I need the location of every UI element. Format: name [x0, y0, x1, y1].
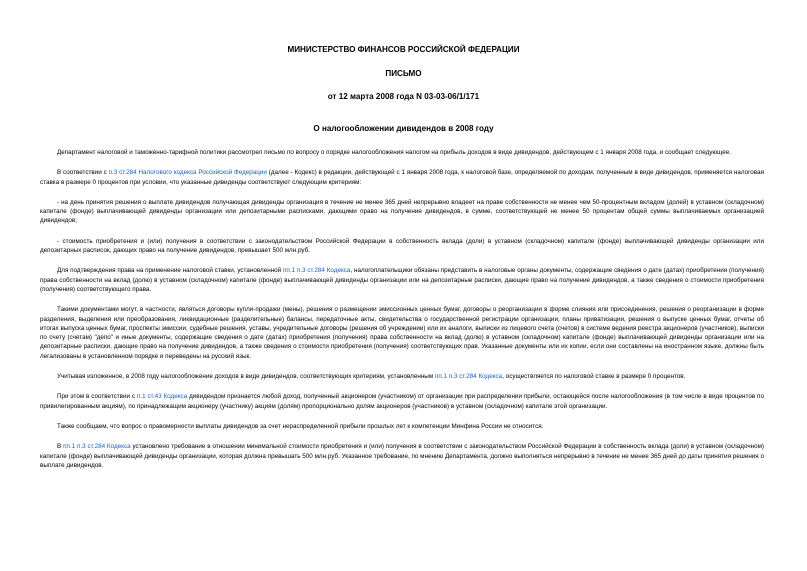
paragraph-text: В соответствии с: [57, 169, 109, 177]
link-pp1-p3-art284[interactable]: пп.1 п.3 ст.284 Кодекса: [434, 373, 503, 381]
link-p1-art43[interactable]: п.1 ст.43 Кодекса: [136, 393, 188, 401]
paragraph-tax-rate: [40, 168, 764, 187]
paragraph-text: , осуществляется по налоговой ставке в размере 0 процентов.: [502, 373, 686, 381]
paragraph-text: (далее - Кодекс) в редакции, действующей с 1 января 2008 года, к налоговой базе, определяемой по доходам, полученным в виде дивидендов, применяется налоговая ставка в размере 0 процентов при условии, что указанные дивиденды соответствуют следующим критериям:: [40, 169, 764, 186]
paragraph-criterion-cost: - стоимость приобретения и (или) получения в соответствии с законодательством Российской Федерации в собственность вклада (доли) в уставном (складочном) капитале (фонде) выплачивающей дивиденды организации или депозитарных расписок, дающих право на получение дивидендов, превышает 500 млн.руб.: [40, 237, 764, 255]
paragraph-text: Для подтверждения права на применение налоговой ставки, установленной: [57, 267, 283, 275]
paragraph-criterion-ownership: - на день принятия решения о выплате дивидендов получающая дивиденды организация в течение не менее 365 дней непрерывно владеет на праве собственности не менее чем 50-процентным вкладом (долей) в уставном (складочном) капитале (фонде) выплачивающей дивиденды организации или депозитарными расписками, дающими право на получение дивидендов, в сумме, соответствующей не менее 50 процентам общей суммы выплачиваемых организацией дивидендов;: [40, 198, 764, 225]
paragraph-text: В: [57, 443, 64, 451]
link-pp1-p3-art284[interactable]: пп.1 п.3 ст.284 Кодекса: [283, 267, 351, 275]
paragraph-competence: Также сообщаем, что вопрос о правомерности выплаты дивидендов за счет нераспределенной прибыли прошлых лет к компетенции Минфина России не относится.: [57, 422, 544, 430]
link-p3-art284-tax-code[interactable]: п.3 ст.284 Налогового кодекса Российской Федерации: [108, 169, 267, 177]
paragraph-documents-list: Такими документами могут, в частности, являться договоры купли-продажи (мены), решения о размещении эмиссионных ценных бумаг, договоры о реорганизации в форме слияния или присоединения, решения о реорганизации в форме разделения, выделения или преобразования, ликвидационные (разделительные) балансы, передаточные акты, свидетельства о государственной регистрации организации, планы приватизации, решения о выпуске ценных бумаг, отчеты об итогах выпуска ценных бумаг, проспекты эмиссии, судебные решения, уставы, учредительные договоры (решения об учреждении) или их аналоги, выписки из лицевого счета (счетов) в системе ведения реестра акционеров (участников), выписки по счету (счетам) "депо" и иные документы, содержащие сведения о дате (датах) приобретения (получения) права собственности на вклад (долю) в уставном (складочном) капитале (фонде) выплачивающей дивиденды организации или на депозитарные расписки, дающие право на получение дивидендов, а также сведения о стоимости приобретения (получения) соответствующих прав. Указанные документы или их копии, если они составлены на иностранном языке, должны быть легализованы в установленном порядке и переведены на русский язык.: [40, 306, 764, 360]
paragraph-text: Учитывая изложенное, в 2008 году налогообложение доходов в виде дивидендов, соответствующих критериям, установленным: [57, 373, 435, 381]
paragraph-confirmation: [40, 266, 764, 294]
link-pp1-p3-art284[interactable]: пп.1 п.3 ст.284 Кодекса: [63, 443, 131, 451]
paragraph-dividend-definition: [40, 392, 764, 411]
document-type: ПИСЬМО: [385, 69, 422, 78]
ministry-heading: МИНИСТЕРСТВО ФИНАНСОВ РОССИЙСКОЙ ФЕДЕРАЦИИ: [287, 45, 520, 54]
paragraph-intro: Департамент налоговой и таможенно-тарифной политики рассмотрел письмо по вопросу о порядке налогообложения налогом на прибыль доходов в виде дивидендов, действующем с 1 января 2008 года, и сообщает следующее.: [57, 149, 731, 156]
paragraph-text: , налогоплательщики обязаны представить в налоговые органы документы, содержащие сведения о дате (датах) приобретения (получения) права собственности на вклад (долю) в уставном (складочном) капитале (фонде) выплачивающей дивиденды организации или на депозитарные расписки, дающие право на получение дивидендов, а также сведения о стоимости приобретения (получения) соответствующего права.: [40, 267, 764, 293]
document-subject: О налогообложении дивидендов в 2008 году: [313, 124, 494, 133]
paragraph-text: При этом в соответствии с: [57, 393, 137, 401]
paragraph-text: дивидендом признается любой доход, полученный акционером (участником) от организации при распределении прибыли, остающейся после налогообложения (в том числе в виде процентов по привилегированным акциям), по принадлежащим акционеру (участнику) акциям (долям) пропорционально долям акционеров (участников) в уставном (складочном) капитале этой организации.: [40, 393, 764, 410]
document-body: [40, 148, 764, 481]
document-date-number: от 12 марта 2008 года N 03-03-06/1/171: [327, 92, 480, 101]
paragraph-minimum-cost: [40, 442, 764, 470]
paragraph-conclusion: [40, 372, 764, 381]
paragraph-text: установлено требование в отношении минимальной стоимости приобретения и (или) получения в соответствии с законодательством Российской Федерации в собственность вклада (доли) в уставном (складочном) капитале (фонде) выплачивающей дивиденды организации, которая должна превышать 500 млн.руб. Указанное требование, по мнению Департамента, должно выполняться непрерывно в течение не менее 365 дней до даты принятия решения о выплате дивидендов.: [40, 443, 765, 469]
